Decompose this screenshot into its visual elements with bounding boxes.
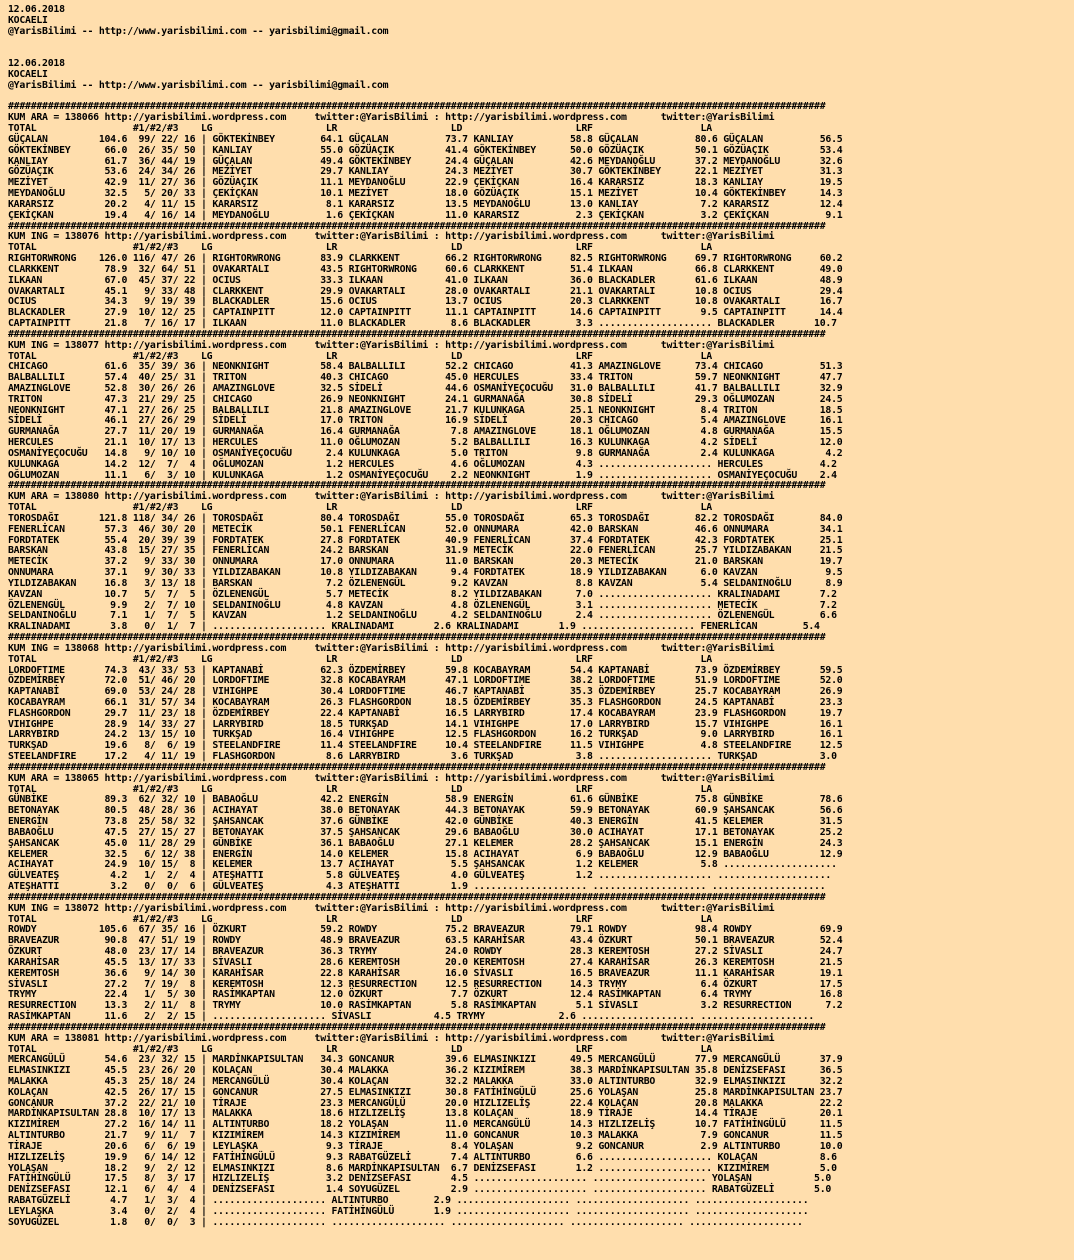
race-title-line: KUM ING = 138068 http://yarisbilimi.wordpress.com twitter:@YarisBilimi : http://yarisbilimi.wordpress.com twitter:@YarisBilimi [8, 642, 775, 654]
table-row: RIGHTORWRONG 126.0 116/ 47/ 26 | RIGHTORWRONG 83.9 CLARKKENT 66.2 RIGHTORWRONG 82.5 RIGHTORWRONG 69.7 RIGHTORWRONG 60.2 [8, 253, 843, 265]
table-row: BRAVEAZUR 90.8 47/ 51/ 19 | ROWDY 48.9 BRAVEAZUR 63.5 KARAHİSAR 43.4 ÖZKURT 50.1 BRAVEAZUR 52.4 [8, 935, 843, 947]
table-row: MERCANGÜLÜ 54.6 23/ 32/ 15 | MARDİNKAPISULTAN 34.3 GONCANUR 39.6 ELMASINKIZI 49.5 MERCANGÜLÜ 77.9 MERCANGÜLÜ 37.9 [8, 1054, 843, 1066]
race-title-line: KUM ARA = 138081 http://yarisbilimi.wordpress.com twitter:@YarisBilimi : http://yarisbilimi.wordpress.com twitter:@YarisBilimi [8, 1032, 775, 1044]
table-row: CHICAGO 61.6 35/ 39/ 36 | NEONKNIGHT 58.4 BALBALLILI 52.2 CHICAGO 41.3 AMAZINGLOVE 73.4 CHICAGO 51.3 [8, 361, 843, 373]
table-row: HIZLIZELİŞ 19.9 6/ 14/ 12 | FATİHİNGÜLÜ 9.3 RABATGÜZELİ 7.4 ALTINTURBO 6.6 .................... KOLAÇAN 8.6 [8, 1151, 837, 1163]
table-row: ILKAAN 67.0 45/ 37/ 22 | OCIUS 33.3 ILKAAN 41.0 ILKAAN 36.0 BLACKADLER 61.6 ILKAAN 48.9 [8, 274, 843, 286]
table-row: YILDIZABAKAN 16.8 3/ 13/ 18 | BARSKAN 7.2 ÖZLENENGÜL 9.2 KAVZAN 8.8 KAVZAN 5.4 SELDANINOĞLU 8.9 [8, 577, 843, 589]
table-row: SELDANINOĞLU 7.1 1/ 7/ 5 | KAVZAN 1.2 SELDANINOĞLU 4.2 SELDANINOĞLU 2.4 .................... ÖZLENENGÜL 6.6 [8, 610, 837, 622]
table-row: ACIHAYAT 24.9 10/ 15/ 8 | KELEMER 13.7 ACIHAYAT 5.5 ŞAHSANCAK 1.2 KELEMER 5.8 .................... [8, 859, 837, 871]
table-row: ATEŞHATTI 3.2 0/ 0/ 6 | GÜLVEATEŞ 4.3 ATEŞHATTI 1.9 .................... .................... .................... [8, 881, 826, 893]
table-row: HERCULES 21.1 10/ 17/ 13 | HERCULES 11.0 OĞLUMOZAN 5.2 BALBALLILI 16.3 KULUNKAGA 4.2 SİDELİ 12.0 [8, 437, 843, 449]
table-row: KOCABAYRAM 66.1 31/ 57/ 34 | KOCABAYRAM 26.3 FLASHGORDON 18.5 ÖZDEMİRBEY 35.3 FLASHGORDON 24.5 KAPTANABİ 23.3 [8, 697, 843, 708]
race-title-line: KUM ARA = 138065 http://yarisbilimi.wordpress.com twitter:@YarisBilimi : http://yarisbilimi.wordpress.com twitter:@YarisBilimi [8, 772, 775, 784]
table-row: CAPTAINPITT 21.8 7/ 16/ 17 | ILKAAN 11.0 BLACKADLER 8.6 BLACKADLER 3.3 .................... BLACKADLER 10.7 [8, 318, 837, 330]
header-line: 12.06.2018 [8, 58, 65, 70]
header-line: KOCAELI [8, 14, 48, 26]
race-title-line: KUM ARA = 138066 http://yarisbilimi.wordpress.com twitter:@YarisBilimi : http://yarisbilimi.wordpress.com twitter:@YarisBilimi [8, 112, 775, 124]
table-row: TRITON 47.3 21/ 29/ 25 | CHICAGO 26.9 NEONKNIGHT 24.1 GURMANAĞA 30.8 SİDELİ 29.3 OĞLUMOZAN 24.5 [8, 393, 843, 405]
table-row: GÖZÜAÇIK 53.6 24/ 34/ 26 | MEZİYET 29.7 KANLIAY 24.3 MEZİYET 30.7 GÖKTEKİNBEY 22.1 MEZİYET 31.3 [8, 166, 843, 178]
table-row: LARRYBIRD 24.2 13/ 15/ 10 | TURKŞAD 16.4 VIHIGHPE 12.5 FLASHGORDON 16.2 TURKŞAD 9.0 LARRYBIRD 16.1 [8, 729, 843, 741]
column-header-line: TOTAL #1/#2/#3 LG LR LD LRF LA [8, 502, 712, 514]
column-header-line: TOTAL #1/#2/#3 LG LR LD LRF LA [8, 653, 712, 665]
column-header-line: TOTAL #1/#2/#3 LG LR LD LRF LA [8, 123, 712, 135]
table-row: KARARSIZ 20.2 4/ 11/ 15 | KARARSIZ 8.1 KARARSIZ 13.5 MEYDANOĞLU 13.0 KANLIAY 7.2 KARARSIZ 12.4 [8, 198, 843, 210]
table-row: ÖZKURT 48.0 23/ 17/ 14 | BRAVEAZUR 36.3 TRYMY 24.0 ROWDY 28.3 KEREMTOSH 27.2 SİVASLI 24.7 [8, 946, 843, 958]
column-header-line: TOTAL #1/#2/#3 LG LR LD LRF LA [8, 350, 712, 362]
table-row: TOROSDAĞI 121.8 118/ 34/ 26 | TOROSDAĞI 80.4 TOROSDAĞI 55.0 TOROSDAĞI 65.3 TOROSDAĞI 82.2 TOROSDAĞI 84.0 [8, 512, 843, 524]
column-header-line: TOTAL #1/#2/#3 LG LR LD LRF LA [8, 913, 712, 925]
table-row: BABAOĞLU 47.5 27/ 15/ 27 | BETONAYAK 37.5 ŞAHSANCAK 29.6 BABAOĞLU 30.0 ACIHAYAT 17.1 BETONAYAK 25.2 [8, 826, 843, 838]
separator-line: ################################################################################################################################################ [8, 761, 826, 773]
race-title-line: KUM ING = 138077 http://yarisbilimi.wordpress.com twitter:@YarisBilimi : http://yarisbilimi.wordpress.com twitter:@YarisBilimi [8, 339, 775, 351]
table-row: ONNUMARA 37.1 9/ 30/ 33 | YILDIZABAKAN 10.8 YILDIZABAKAN 9.4 FORDTATEK 18.9 YILDIZABAKAN 6.0 KAVZAN 9.5 [8, 567, 843, 579]
table-row: GÜLVEATEŞ 4.2 1/ 2/ 4 | ATEŞHATTI 5.8 GÜLVEATEŞ 4.0 GÜLVEATEŞ 1.2 .................... .................... [8, 870, 832, 882]
table-row: MALAKKA 45.3 25/ 18/ 24 | MERCANGÜLÜ 30.4 KOLAÇAN 32.2 MALAKKA 33.0 ALTINTURBO 32.9 ELMASINKIZI 32.2 [8, 1075, 843, 1087]
table-row: OĞLUMOZAN 11.1 6/ 3/ 10 | KULUNKAGA 1.2 OSMANİYEÇOCUĞU 2.2 NEONKNIGHT 1.9 .................... OSMANİYEÇOCUĞU 2.4 [8, 469, 837, 481]
table-row: RABATGÜZELİ 4.7 1/ 3/ 4 | .................... ALTINTURBO 2.9 .................... .................... .................... [8, 1195, 809, 1207]
table-row: TİRAJE 20.6 6/ 6/ 19 | LEYLAŞKA 9.3 TİRAJE 8.4 YOLAŞAN 9.2 GONCANUR 2.9 ALTINTURBO 10.0 [8, 1140, 843, 1152]
table-row: AMAZINGLOVE 52.8 30/ 26/ 26 | AMAZINGLOVE 32.5 SİDELİ 44.6 OSMANİYEÇOCUĞU 31.0 BALBALLILI 41.7 BALBALLILI 32.9 [8, 382, 843, 394]
column-header-line: TOTAL #1/#2/#3 LG LR LD LRF LA [8, 1043, 712, 1055]
table-row: KARAHİSAR 45.5 13/ 17/ 33 | SİVASLI 28.6 KEREMTOSH 20.0 KEREMTOSH 27.4 KARAHİSAR 26.3 KEREMTOSH 21.5 [8, 956, 843, 968]
table-row: CLARKKENT 78.9 32/ 64/ 51 | OVAKARTALI 43.5 RIGHTORWRONG 60.6 CLARKKENT 51.4 ILKAAN 66.8 CLARKKENT 49.0 [8, 263, 843, 275]
table-row: NEONKNIGHT 47.1 27/ 26/ 25 | BALBALLILI 21.8 AMAZINGLOVE 21.7 KULUNKAGA 25.1 NEONKNIGHT 8.4 TRITON 18.5 [8, 404, 843, 416]
column-header-line: TOTAL #1/#2/#3 LG LR LD LRF LA [8, 783, 712, 795]
separator-line: ################################################################################################################################################ [8, 891, 826, 903]
table-row: GÖKTEKİNBEY 66.0 26/ 35/ 50 | KANLIAY 55.0 GÖZÜAÇIK 41.4 GÖKTEKİNBEY 50.0 GÖZÜAÇIK 50.1 GÖZÜAÇIK 53.4 [8, 144, 843, 156]
race-title-line: KUM ARA = 138080 http://yarisbilimi.wordpress.com twitter:@YarisBilimi : http://yarisbilimi.wordpress.com twitter:@YarisBilimi [8, 491, 775, 503]
race-title-line: KUM ING = 138076 http://yarisbilimi.wordpress.com twitter:@YarisBilimi : http://yarisbilimi.wordpress.com twitter:@YarisBilimi [8, 231, 775, 243]
table-row: ALTINTURBO 21.7 9/ 11/ 7 | KIZIMİREM 14.3 KIZIMİREM 11.0 GONCANUR 10.3 MALAKKA 7.9 GONCANUR 11.5 [8, 1130, 843, 1142]
table-row: KULUNKAGA 14.2 12/ 7/ 4 | OĞLUMOZAN 1.2 HERCULES 4.6 OĞLUMOZAN 4.3 .................... HERCULES 4.2 [8, 458, 837, 470]
table-row: KAPTANABİ 69.0 53/ 24/ 28 | VIHIGHPE 30.4 LORDOFTIME 46.7 KAPTANABİ 35.3 ÖZDEMİRBEY 25.7 KOCABAYRAM 26.9 [8, 686, 843, 698]
table-row: FENERLİCAN 57.3 46/ 30/ 20 | METECİK 50.1 FENERLİCAN 52.0 ONNUMARA 42.0 BARSKAN 46.6 ONNUMARA 34.1 [8, 523, 843, 535]
table-row: LEYLAŞKA 3.4 0/ 2/ 4 | .................... FATİHİNGÜLÜ 1.9 .................... .................... .................... [8, 1205, 809, 1217]
table-row: GURMANAĞA 27.7 11/ 20/ 19 | GURMANAĞA 16.4 GURMANAĞA 7.8 AMAZINGLOVE 18.1 OĞLUMOZAN 4.8 GURMANAĞA 15.5 [8, 426, 843, 438]
table-row: FORDTATEK 55.4 20/ 39/ 39 | FORDTATEK 27.8 FORDTATEK 40.9 FENERLİCAN 37.4 FORDTATEK 42.3 FORDTATEK 25.1 [8, 534, 843, 546]
column-header-line: TOTAL #1/#2/#3 LG LR LD LRF LA [8, 242, 712, 254]
race-title-line: KUM ING = 138072 http://yarisbilimi.wordpress.com twitter:@YarisBilimi : http://yarisbilimi.wordpress.com twitter:@YarisBilimi [8, 902, 775, 914]
table-row: GÜÇALAN 104.6 99/ 22/ 16 | GÖKTEKİNBEY 64.1 GÜÇALAN 73.7 KANLIAY 58.8 GÜÇALAN 80.6 GÜÇALAN 56.5 [8, 133, 843, 145]
table-row: LORDOFTIME 74.3 43/ 33/ 53 | KAPTANABİ 62.3 ÖZDEMİRBEY 59.8 KOCABAYRAM 54.4 KAPTANABİ 73.9 ÖZDEMİRBEY 59.5 [8, 664, 843, 676]
table-row: RESURRECTION 13.3 2/ 11/ 8 | TRYMY 10.0 RASİMKAPTAN 5.8 RASİMKAPTAN 5.1 SİVASLI 3.2 RESURRECTION 7.2 [8, 1000, 843, 1012]
table-row: ÖZLENENGÜL 9.9 2/ 7/ 10 | SELDANINOĞLU 4.8 KAVZAN 4.8 ÖZLENENGÜL 3.1 .................... METECİK 7.2 [8, 599, 837, 611]
separator-line: ################################################################################################################################################ [8, 1021, 826, 1033]
table-row: BALBALLILI 57.4 40/ 25/ 31 | TRITON 40.3 CHICAGO 45.0 HERCULES 33.4 TRITON 59.7 NEONKNIGHT 47.7 [8, 372, 843, 384]
table-row: KANLIAY 61.7 36/ 44/ 19 | GÜÇALAN 49.4 GÖKTEKİNBEY 24.4 GÜÇALAN 42.6 MEYDANOĞLU 37.2 MEYDANOĞLU 32.6 [8, 155, 843, 167]
separator-line: ################################################################################################################################################ [8, 480, 826, 492]
table-row: FLASHGORDON 29.7 11/ 23/ 18 | ÖZDEMİRBEY 22.4 KAPTANABİ 16.5 LARRYBIRD 17.4 KOCABAYRAM 23.9 FLASHGORDON 19.7 [8, 707, 843, 719]
table-row: VIHIGHPE 28.9 14/ 33/ 27 | LARRYBIRD 18.5 TURKŞAD 14.1 VIHIGHPE 17.0 LARRYBIRD 15.7 VIHIGHPE 16.1 [8, 718, 843, 730]
table-row: ROWDY 105.6 67/ 35/ 16 | ÖZKURT 59.2 ROWDY 75.2 BRAVEAZUR 79.1 ROWDY 98.4 ROWDY 69.9 [8, 924, 843, 936]
table-row: ÇEKİÇKAN 19.4 4/ 16/ 14 | MEYDANOĞLU 1.6 ÇEKİÇKAN 11.0 KARARSIZ 2.3 ÇEKİÇKAN 3.2 ÇEKİÇKAN 9.1 [8, 209, 843, 221]
table-row: ŞAHSANCAK 45.0 11/ 28/ 29 | GÜNBİKE 36.1 BABAOĞLU 27.1 KELEMER 28.2 ŞAHSANCAK 15.1 ENERGİN 24.3 [8, 837, 843, 849]
table-row: KEREMTOSH 36.6 9/ 14/ 30 | KARAHİSAR 22.8 KARAHİSAR 16.0 SİVASLI 16.5 BRAVEAZUR 11.1 KARAHİSAR 19.1 [8, 967, 843, 979]
table-row: ELMASINKIZI 45.5 23/ 26/ 20 | KOLAÇAN 30.4 MALAKKA 36.2 KIZIMİREM 38.3 MARDİNKAPISULTAN 35.8 DENİZSEFASI 36.5 [8, 1065, 843, 1077]
table-row: OVAKARTALI 45.1 9/ 33/ 48 | CLARKKENT 29.9 OVAKARTALI 28.0 OVAKARTALI 21.1 OVAKARTALI 10.8 OCIUS 29.4 [8, 285, 843, 297]
table-row: RASİMKAPTAN 11.6 2/ 2/ 15 | .................... SİVASLI 4.5 TRYMY 2.6 .................... .................... [8, 1011, 815, 1023]
table-row: OSMANİYEÇOCUĞU 14.8 9/ 10/ 10 | OSMANİYEÇOCUĞU 2.4 KULUNKAGA 5.0 TRITON 9.8 GURMANAĞA 2.4 KULUNKAGA 4.2 [8, 447, 843, 459]
table-row: MARDİNKAPISULTAN 28.8 10/ 17/ 13 | MALAKKA 18.6 HIZLIZELİŞ 13.8 KOLAÇAN 18.9 TİRAJE 14.4 TİRAJE 20.1 [8, 1108, 843, 1120]
table-row: SİVASLI 27.2 7/ 19/ 8 | KEREMTOSH 12.3 RESURRECTION 12.5 RESURRECTION 14.3 TRYMY 6.4 ÖZKURT 17.5 [8, 978, 843, 990]
separator-line: ################################################################################################################################################ [8, 328, 826, 340]
table-row: GÜNBİKE 89.3 62/ 32/ 10 | BABAOĞLU 42.2 ENERGİN 58.9 ENERGİN 61.6 GÜNBİKE 75.8 GÜNBİKE 78.6 [8, 794, 843, 806]
table-row: KIZIMİREM 27.2 16/ 14/ 11 | ALTINTURBO 18.2 YOLAŞAN 11.0 MERCANGÜLÜ 14.3 HIZLIZELİŞ 10.7 FATİHİNGÜLÜ 11.5 [8, 1119, 843, 1131]
table-row: SİDELİ 46.1 27/ 26/ 29 | SİDELİ 17.0 TRITON 16.9 SİDELİ 20.3 CHICAGO 5.4 AMAZINGLOVE 16.1 [8, 415, 843, 427]
table-row: GONCANUR 37.2 22/ 21/ 10 | TİRAJE 23.3 MERCANGÜLÜ 20.0 HIZLIZELİŞ 22.4 KOLAÇAN 20.8 MALAKKA 22.2 [8, 1097, 843, 1109]
table-row: KAVZAN 10.7 5/ 7/ 5 | ÖZLENENGÜL 5.7 METECİK 8.2 YILDIZABAKAN 7.0 .................... KRALINADAMI 7.2 [8, 588, 837, 600]
table-row: DENİZSEFASI 12.1 6/ 4/ 4 | DENİZSEFASI 1.4 SOYUGÜZEL 2.9 .................... .................... RABATGÜZELİ 5.0 [8, 1184, 832, 1196]
table-row: MEYDANOĞLU 32.5 5/ 20/ 33 | ÇEKİÇKAN 10.1 MEZİYET 18.0 GÖZÜAÇIK 15.1 MEZİYET 10.4 GÖKTEKİNBEY 14.3 [8, 188, 843, 200]
header-line: @YarisBilimi -- http://www.yarisbilimi.com -- yarisbilimi@gmail.com [8, 79, 389, 91]
table-row: ENERGİN 73.8 25/ 58/ 32 | ŞAHSANCAK 37.6 GÜNBİKE 42.0 GÜNBİKE 40.3 ENERGİN 41.5 KELEMER 31.5 [8, 816, 843, 828]
table-row: STEELANDFIRE 17.2 4/ 11/ 19 | FLASHGORDON 8.6 LARRYBIRD 3.6 TURKŞAD 3.8 .................... TURKŞAD 3.0 [8, 751, 837, 763]
table-row: FATİHİNGÜLÜ 17.5 8/ 3/ 17 | HIZLIZELİŞ 3.2 DENİZSEFASI 4.5 .................... .................... YOLAŞAN 5.0 [8, 1173, 832, 1185]
table-row: BLACKADLER 27.9 10/ 12/ 25 | CAPTAINPITT 12.0 CAPTAINPITT 11.1 CAPTAINPITT 14.6 CAPTAINPITT 9.5 CAPTAINPITT 14.4 [8, 307, 843, 319]
separator-line: ################################################################################################################################################ [8, 632, 826, 644]
table-row: TURKŞAD 19.6 8/ 6/ 19 | STEELANDFIRE 11.4 STEELANDFIRE 10.4 STEELANDFIRE 11.5 VIHIGHPE 4.8 STEELANDFIRE 12.5 [8, 740, 843, 752]
separator-line: ################################################################################################################################################ [8, 101, 826, 113]
header-line: 12.06.2018 [8, 4, 65, 15]
separator-line: ################################################################################################################################################ [8, 220, 826, 232]
header-line: KOCAELI [8, 68, 48, 80]
table-row: KRALINADAMI 3.8 0/ 1/ 7 | .................... KRALINADAMI 2.6 KRALINADAMI 1.9 .................... FENERLİCAN 5.4 [8, 621, 820, 633]
table-row: YOLAŞAN 18.2 9/ 2/ 12 | ELMASINKIZI 8.6 MARDİNKAPISULTAN 6.7 DENİZSEFASI 1.2 .................... KIZIMİREM 5.0 [8, 1162, 837, 1174]
table-row: MEZİYET 42.9 11/ 27/ 36 | GÖZÜAÇIK 11.1 MEYDANOĞLU 22.9 ÇEKİÇKAN 16.4 KARARSIZ 18.3 KANLIAY 19.5 [8, 177, 843, 189]
table-row: BARSKAN 43.8 15/ 27/ 35 | FENERLİCAN 24.2 BARSKAN 31.9 METECİK 22.0 FENERLİCAN 25.7 YILDIZABAKAN 21.5 [8, 545, 843, 557]
header-line: @YarisBilimi -- http://www.yarisbilimi.com -- yarisbilimi@gmail.com [8, 25, 389, 37]
table-row: TRYMY 22.4 1/ 5/ 30 | RASİMKAPTAN 12.0 ÖZKURT 7.7 ÖZKURT 12.4 RASİMKAPTAN 6.4 TRYMY 16.8 [8, 989, 843, 1001]
table-row: ÖZDEMİRBEY 72.0 51/ 46/ 20 | LORDOFTIME 32.8 KOCABAYRAM 47.1 LORDOFTIME 38.2 LORDOFTIME 51.9 LORDOFTIME 52.0 [8, 675, 843, 687]
table-row: KELEMER 32.5 6/ 12/ 38 | ENERGİN 14.0 KELEMER 15.8 ACIHAYAT 6.9 BABAOĞLU 12.9 BABAOĞLU 12.9 [8, 848, 843, 860]
table-row: KOLAÇAN 42.5 26/ 17/ 15 | GONCANUR 27.5 ELMASINKIZI 30.8 FATİHİNGÜLÜ 25.6 YOLAŞAN 25.8 MARDİNKAPISULTAN 23.7 [8, 1086, 843, 1098]
table-row: SOYUGÜZEL 1.8 0/ 0/ 3 | .................... .................... .................... .................... .................... [8, 1216, 803, 1228]
table-row: METECİK 37.2 9/ 33/ 30 | ONNUMARA 17.0 ONNUMARA 11.0 BARSKAN 20.3 METECİK 21.0 BARSKAN 19.7 [8, 556, 843, 568]
table-row: OCIUS 34.3 9/ 19/ 39 | BLACKADLER 15.6 OCIUS 13.7 OCIUS 20.3 CLARKKENT 10.8 OVAKARTALI 16.7 [8, 296, 843, 308]
table-row: BETONAYAK 80.5 48/ 28/ 36 | ACIHAYAT 38.0 BETONAYAK 44.3 BETONAYAK 59.9 BETONAYAK 60.9 ŞAHSANCAK 56.6 [8, 805, 843, 817]
